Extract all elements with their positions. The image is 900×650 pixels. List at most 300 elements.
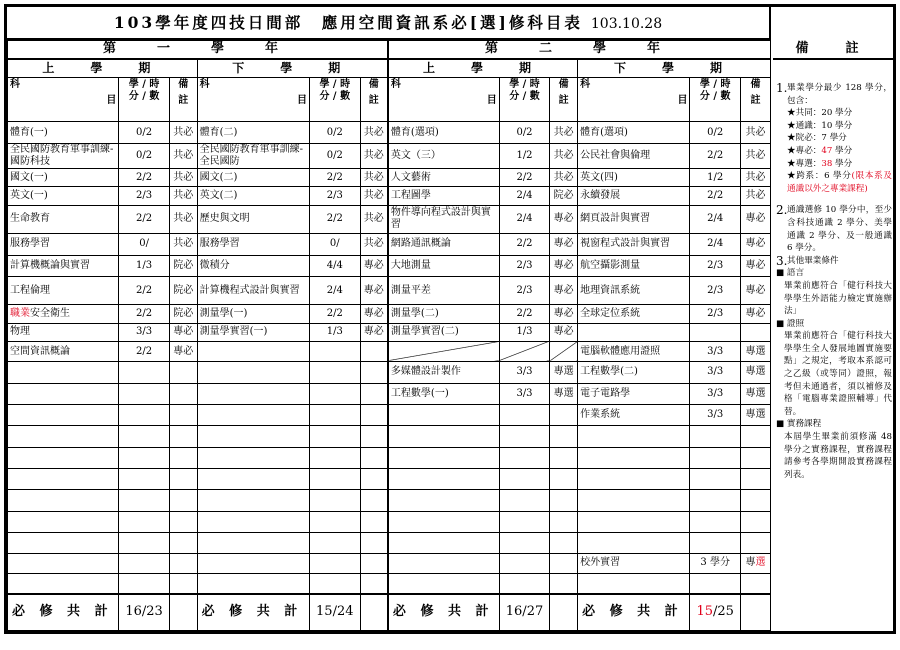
note-2 <box>776 204 892 254</box>
course-credits: 2/3 <box>499 255 550 276</box>
course-type <box>169 573 197 593</box>
course-name: 作業系統 <box>578 405 690 426</box>
semester-header: 下 學 期 <box>197 59 388 77</box>
course-type: 共必 <box>360 122 388 143</box>
course-type <box>169 511 197 532</box>
course-credits <box>690 533 741 553</box>
course-name: 工程數學(一) <box>388 383 499 404</box>
total-value: 15/25 <box>690 594 741 631</box>
course-name <box>578 426 690 447</box>
table-row <box>8 255 771 276</box>
subject-column-header: 科 目 <box>388 77 499 122</box>
course-name <box>197 573 309 593</box>
course-credits: 0/ <box>310 234 361 255</box>
course-type: 共必 <box>169 205 197 233</box>
course-type <box>550 341 578 361</box>
course-type: 專選 <box>740 362 770 383</box>
course-name: 電子電路學 <box>578 383 690 404</box>
notes-column <box>773 40 893 631</box>
course-name: 視窗程式設計與實習 <box>578 234 690 255</box>
course-type <box>550 405 578 426</box>
course-type: 專必 <box>169 341 197 361</box>
course-name: 全球定位系統 <box>578 305 690 323</box>
total-blank <box>550 594 578 631</box>
course-credits: 0/2 <box>499 122 550 143</box>
course-type <box>360 447 388 468</box>
course-credits <box>310 362 361 383</box>
course-credits <box>690 323 741 341</box>
table-row <box>8 405 771 426</box>
course-name: 網路通訊概論 <box>388 234 499 255</box>
course-credits <box>499 341 550 361</box>
course-name <box>578 533 690 553</box>
course-type: 共必 <box>169 187 197 205</box>
course-type <box>740 447 770 468</box>
course-name <box>8 553 119 573</box>
note-star-college: ★院必：7 學分 <box>787 133 847 144</box>
course-credits <box>499 490 550 511</box>
note-1 <box>776 82 892 195</box>
note-3-text: 其他畢業條件 <box>787 255 839 266</box>
course-name <box>197 490 309 511</box>
course-name <box>8 362 119 383</box>
course-name <box>578 511 690 532</box>
course-type: 專必 <box>550 234 578 255</box>
semester-header: 上 學 期 <box>8 59 198 77</box>
year-header-row <box>8 41 771 59</box>
note-practical-heading: ■ 實務課程 <box>776 419 822 430</box>
course-name <box>388 533 499 553</box>
year-header: 第 二 學 年 <box>388 41 771 59</box>
course-credits: 2/2 <box>499 234 550 255</box>
course-name: 大地測量 <box>388 255 499 276</box>
course-name <box>388 341 499 361</box>
course-credits <box>119 447 170 468</box>
course-name: 測量學(一) <box>197 305 309 323</box>
course-credits <box>119 553 170 573</box>
course-credits: 2/3 <box>690 305 741 323</box>
course-credits <box>119 511 170 532</box>
course-name <box>578 469 690 490</box>
course-credits: 3/3 <box>499 362 550 383</box>
course-credits: 2/2 <box>690 187 741 205</box>
course-name <box>197 362 309 383</box>
subject-column-header: 科 目 <box>8 77 119 122</box>
course-name: 體育(一) <box>8 122 119 143</box>
course-name: 物理 <box>8 323 119 341</box>
table-row <box>8 122 771 143</box>
course-type <box>740 426 770 447</box>
course-credits: 2/3 <box>310 187 361 205</box>
subject-column-header: 科 目 <box>197 77 309 122</box>
course-credits <box>690 573 741 593</box>
course-type: 專必 <box>360 255 388 276</box>
semester-header: 下 學 期 <box>578 59 771 77</box>
table-row <box>8 383 771 404</box>
course-type <box>169 490 197 511</box>
note-3 <box>776 255 892 268</box>
course-credits: 1/3 <box>119 255 170 276</box>
course-name <box>8 426 119 447</box>
course-name <box>578 323 690 341</box>
course-name: 英文(二) <box>197 187 309 205</box>
course-type: 共必 <box>169 169 197 187</box>
course-type <box>360 341 388 361</box>
table-row <box>8 553 771 573</box>
course-name <box>388 426 499 447</box>
course-type <box>169 405 197 426</box>
total-label: 必 修 共 計 <box>8 594 119 631</box>
course-credits: 0/2 <box>119 122 170 143</box>
course-credits <box>499 511 550 532</box>
course-name: 英文（三） <box>388 143 499 168</box>
course-name: 生命教育 <box>8 205 119 233</box>
course-credits <box>310 553 361 573</box>
course-credits <box>310 447 361 468</box>
note-star-cross: ★跨系：6 學分(限本系及通識以外之專業課程) <box>787 171 893 194</box>
course-credits: 2/2 <box>119 276 170 304</box>
course-type <box>360 573 388 593</box>
course-name: 物件導向程式設計與實習 <box>388 205 499 233</box>
note-1-text: 畢業學分最少 128 學分，包含： <box>787 83 892 106</box>
course-name: 體育(選項) <box>578 122 690 143</box>
course-type: 專必 <box>740 305 770 323</box>
course-credits: 2/4 <box>310 276 361 304</box>
course-type: 共必 <box>360 169 388 187</box>
course-name: 電腦軟體應用證照 <box>578 341 690 361</box>
note-column-header: 備 註 <box>740 77 770 122</box>
course-type: 共必 <box>550 143 578 168</box>
course-credits: 3/3 <box>690 383 741 404</box>
course-credits <box>690 511 741 532</box>
credits-column-header: 學 / 時 分 / 數 <box>119 77 170 122</box>
course-name: 微積分 <box>197 255 309 276</box>
course-credits <box>310 511 361 532</box>
course-name <box>8 405 119 426</box>
course-credits: 2/4 <box>690 205 741 233</box>
course-credits: 2/4 <box>499 205 550 233</box>
course-credits: 1/2 <box>690 169 741 187</box>
course-type: 專選 <box>740 405 770 426</box>
course-type <box>550 447 578 468</box>
note-2-text: 通識選修 10 學分中，至少含科技通識 2 學分、美學通識 2 學分、及一般通識 6 學分。 <box>787 205 892 254</box>
course-name <box>388 573 499 593</box>
course-type: 院必 <box>169 305 197 323</box>
table-row <box>8 187 771 205</box>
course-name <box>197 511 309 532</box>
course-type <box>169 426 197 447</box>
course-name: 計算機程式設計與實習 <box>197 276 309 304</box>
course-name: 多媒體設計製作 <box>388 362 499 383</box>
course-name: 國文(二) <box>197 169 309 187</box>
table-row <box>8 205 771 233</box>
course-name: 工程倫理 <box>8 276 119 304</box>
title-date: 103.10.28 <box>590 16 663 32</box>
total-value: 15/24 <box>310 594 361 631</box>
course-credits <box>119 426 170 447</box>
course-credits: 0/2 <box>310 143 361 168</box>
course-credits: 2/2 <box>690 143 741 168</box>
course-credits <box>119 405 170 426</box>
course-credits <box>499 533 550 553</box>
course-type <box>740 533 770 553</box>
course-name <box>197 405 309 426</box>
course-name <box>8 469 119 490</box>
course-name: 工程圖學 <box>388 187 499 205</box>
course-type: 專必 <box>740 255 770 276</box>
year-header: 第 一 學 年 <box>8 41 388 59</box>
note-2-number: 2. <box>776 203 788 218</box>
course-credits <box>499 405 550 426</box>
credits-column-header: 學 / 時 分 / 數 <box>310 77 361 122</box>
course-name: 全民國防教育軍事訓練-全民國防 <box>197 143 309 168</box>
course-name: 服務學習 <box>197 234 309 255</box>
course-name: 國文(一) <box>8 169 119 187</box>
total-label: 必 修 共 計 <box>388 594 499 631</box>
course-name <box>388 447 499 468</box>
course-type <box>550 490 578 511</box>
title-main: 103學年度四技日間部 應用空間資訊系必[選]修科目表 <box>113 13 583 32</box>
course-type <box>550 511 578 532</box>
course-credits: 2/4 <box>690 234 741 255</box>
course-name: 校外實習 <box>578 553 690 573</box>
course-type <box>550 426 578 447</box>
table-row <box>8 573 771 593</box>
course-credits <box>119 362 170 383</box>
course-name <box>197 469 309 490</box>
course-type: 共必 <box>360 205 388 233</box>
course-type: 共必 <box>360 143 388 168</box>
course-name <box>197 341 309 361</box>
course-name: 職業安全衛生 <box>8 305 119 323</box>
table-row <box>8 533 771 553</box>
course-credits: 2/2 <box>499 169 550 187</box>
course-type: 專必 <box>550 255 578 276</box>
course-credits: 1/2 <box>499 143 550 168</box>
course-credits <box>690 469 741 490</box>
course-name <box>197 383 309 404</box>
course-type <box>360 469 388 490</box>
course-type: 專選 <box>550 362 578 383</box>
course-credits: 3/3 <box>119 323 170 341</box>
course-credits <box>310 469 361 490</box>
course-type: 專必 <box>550 323 578 341</box>
course-name <box>578 573 690 593</box>
course-credits: 2/2 <box>119 205 170 233</box>
column-header-row <box>8 77 771 122</box>
course-credits: 2/3 <box>119 187 170 205</box>
note-certificate-text: 畢業前應符合「健行科技大學學生全人發展地圖實施要點」之規定，考取本系認可之乙級（或等同）證照，報考但未通過者，須以補修及格「電腦專業證照輔導」代替。 <box>784 331 892 417</box>
note-column-header: 備 註 <box>360 77 388 122</box>
course-name: 網頁設計與實習 <box>578 205 690 233</box>
course-name: 英文(一) <box>8 187 119 205</box>
table-row <box>8 341 771 361</box>
note-1-number: 1. <box>776 81 788 95</box>
course-type <box>360 383 388 404</box>
course-type: 專必 <box>550 205 578 233</box>
note-practical-text: 本屆學生畢業前須修滿 48 學分之實務課程，實務課程請參考各學期開設實務課程列表。 <box>784 432 892 480</box>
page-title <box>7 7 771 40</box>
course-type: 專選 <box>740 341 770 361</box>
course-credits: 3 學分 <box>690 553 741 573</box>
course-type <box>360 426 388 447</box>
course-type: 院必 <box>169 276 197 304</box>
course-credits <box>499 573 550 593</box>
course-type: 共必 <box>550 169 578 187</box>
notes-body <box>776 82 892 481</box>
credits-column-header: 學 / 時 分 / 數 <box>690 77 741 122</box>
course-credits: 3/3 <box>690 362 741 383</box>
course-name: 測量平差 <box>388 276 499 304</box>
course-type <box>360 405 388 426</box>
course-type <box>169 383 197 404</box>
course-credits: 2/2 <box>119 169 170 187</box>
course-credits: 1/3 <box>499 323 550 341</box>
table-row <box>8 490 771 511</box>
course-name: 航空攝影測量 <box>578 255 690 276</box>
course-credits <box>310 573 361 593</box>
course-credits: 2/3 <box>690 255 741 276</box>
total-blank <box>740 594 770 631</box>
note-star-general: ★通識：10 學分 <box>787 120 853 131</box>
course-name <box>388 511 499 532</box>
course-type: 專選 <box>550 383 578 404</box>
course-credits: 2/3 <box>690 276 741 304</box>
note-column-header: 備 註 <box>550 77 578 122</box>
notes-header: 備 註 <box>773 40 893 60</box>
course-name: 人文藝術 <box>388 169 499 187</box>
course-credits <box>499 426 550 447</box>
subject-column-header: 科 目 <box>578 77 690 122</box>
course-credits <box>310 490 361 511</box>
course-name: 地理資訊系統 <box>578 276 690 304</box>
course-type: 專必 <box>360 305 388 323</box>
course-type <box>740 323 770 341</box>
course-credits <box>310 405 361 426</box>
course-credits: 0/2 <box>119 143 170 168</box>
course-credits <box>310 383 361 404</box>
note-3-number: 3. <box>776 253 788 268</box>
course-type <box>169 447 197 468</box>
total-blank <box>169 594 197 631</box>
course-table <box>7 40 771 631</box>
course-name <box>197 447 309 468</box>
note-certificate-heading: ■ 證照 <box>776 318 805 329</box>
course-type <box>169 362 197 383</box>
credits-column-header: 學 / 時 分 / 數 <box>499 77 550 122</box>
total-value: 16/23 <box>119 594 170 631</box>
course-name: 服務學習 <box>8 234 119 255</box>
course-type: 共必 <box>169 143 197 168</box>
course-name: 永續發展 <box>578 187 690 205</box>
course-type <box>740 573 770 593</box>
course-name <box>8 511 119 532</box>
note-language-text: 畢業前應符合「健行科技大學學生外語能力檢定實施辦法」 <box>784 280 892 317</box>
course-type <box>360 490 388 511</box>
course-name <box>388 553 499 573</box>
course-credits <box>499 553 550 573</box>
total-blank <box>360 594 388 631</box>
total-label: 必 修 共 計 <box>197 594 309 631</box>
course-credits: 2/2 <box>499 305 550 323</box>
course-credits <box>119 490 170 511</box>
course-credits: 1/3 <box>310 323 361 341</box>
course-name <box>197 426 309 447</box>
course-type: 院必 <box>550 187 578 205</box>
course-type <box>169 553 197 573</box>
course-type <box>169 469 197 490</box>
table-row <box>8 169 771 187</box>
table-row <box>8 234 771 255</box>
course-type: 共必 <box>740 122 770 143</box>
course-credits: 2/2 <box>310 305 361 323</box>
course-name: 測量學(二) <box>388 305 499 323</box>
course-type <box>740 511 770 532</box>
course-credits: 0/2 <box>310 122 361 143</box>
semester-header-row <box>8 59 771 77</box>
course-type <box>740 469 770 490</box>
course-type: 共必 <box>740 143 770 168</box>
course-credits <box>119 469 170 490</box>
course-credits: 0/2 <box>690 122 741 143</box>
course-type: 共必 <box>169 122 197 143</box>
table-row <box>8 426 771 447</box>
course-name <box>8 447 119 468</box>
course-type: 專必 <box>550 305 578 323</box>
course-credits: 2/2 <box>119 341 170 361</box>
course-name: 英文(四) <box>578 169 690 187</box>
course-credits <box>499 469 550 490</box>
course-type: 專選 <box>740 553 770 573</box>
course-type: 共必 <box>740 187 770 205</box>
course-type: 共必 <box>740 169 770 187</box>
course-credits <box>119 573 170 593</box>
course-type: 專必 <box>360 323 388 341</box>
course-name <box>8 573 119 593</box>
course-name: 空間資訊概論 <box>8 341 119 361</box>
course-type: 共必 <box>360 234 388 255</box>
course-name: 歷史與文明 <box>197 205 309 233</box>
table-row <box>8 469 771 490</box>
course-type: 專必 <box>740 234 770 255</box>
course-credits <box>119 383 170 404</box>
course-type: 共必 <box>169 234 197 255</box>
course-name <box>8 383 119 404</box>
table-row <box>8 305 771 323</box>
note-language-heading: ■ 語言 <box>776 268 805 279</box>
curriculum-sheet <box>4 4 896 634</box>
course-credits: 3/3 <box>690 341 741 361</box>
total-label: 必 修 共 計 <box>578 594 690 631</box>
course-type: 專必 <box>360 276 388 304</box>
course-name <box>8 490 119 511</box>
course-credits: 4/4 <box>310 255 361 276</box>
course-type <box>550 533 578 553</box>
course-name <box>8 533 119 553</box>
course-credits: 3/3 <box>690 405 741 426</box>
course-name <box>388 469 499 490</box>
course-credits: 2/3 <box>499 276 550 304</box>
course-type <box>360 553 388 573</box>
course-name <box>197 553 309 573</box>
course-type <box>550 553 578 573</box>
course-credits <box>310 533 361 553</box>
course-type: 共必 <box>550 122 578 143</box>
course-name: 公民社會與倫理 <box>578 143 690 168</box>
course-type <box>360 533 388 553</box>
course-name: 工程數學(二) <box>578 362 690 383</box>
course-credits <box>119 533 170 553</box>
